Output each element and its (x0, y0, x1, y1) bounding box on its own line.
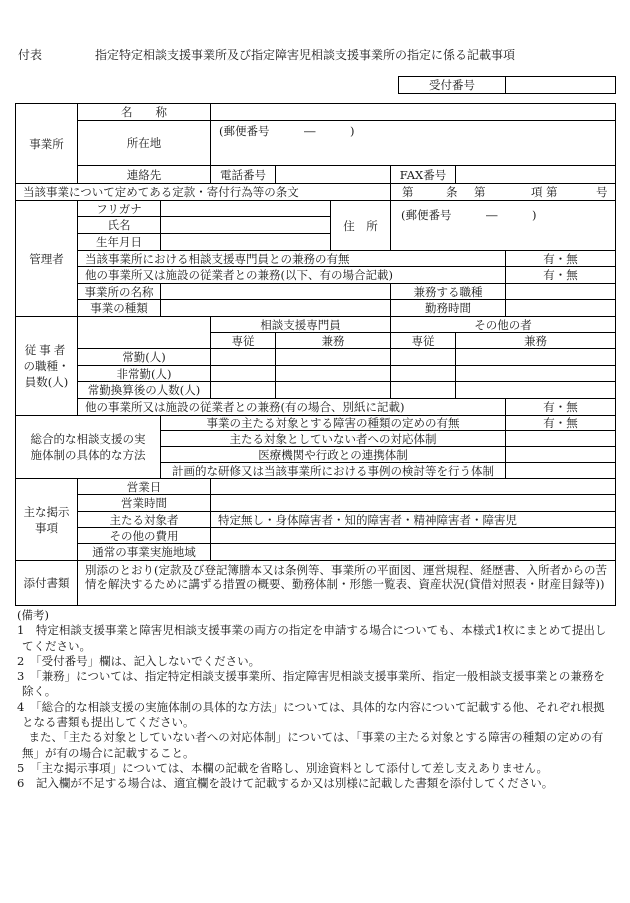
office-address-label: 所在地 (78, 121, 211, 166)
receipt-number-label: 受付番号 (399, 77, 506, 94)
manager-address-label: 住 所 (331, 201, 391, 251)
staff-concurrent-value: 有・無 (506, 399, 616, 416)
staff-cell (456, 349, 616, 366)
article-number-prefix: 第 (402, 185, 414, 199)
concurrent-other-label: 他の事業所又は施設の従業者との兼務(以下、有の場合記載) (78, 267, 506, 284)
business-type-label: 事業の種類 (78, 300, 161, 317)
staff-cell (276, 366, 391, 382)
target-persons-label: 主たる対象者 (78, 512, 211, 528)
staff-section-line: 従事者 (24, 343, 69, 357)
articles-field (391, 184, 616, 201)
manager-section-label: 管理者 (16, 201, 78, 317)
office-contact-label: 連絡先 (78, 166, 211, 184)
fax-label: FAX番号 (391, 166, 456, 184)
staff-row-parttime-label: 非常勤(人) (78, 366, 211, 382)
concurrent-consultant-label: 当該事業所における相談支援専門員との兼務の有無 (78, 251, 506, 267)
form-label: 付表 (18, 48, 43, 62)
fax-field (456, 166, 616, 184)
other-fees-label: その他の費用 (78, 528, 211, 544)
staff-concurrent-label: 他の事業所又は施設の従業者との兼務(有の場合、別紙に記載) (78, 399, 506, 416)
business-days-label: 営業日 (78, 479, 211, 495)
item-number-prefix: 第 (546, 185, 558, 199)
note-item: 5 「主な掲示事項」については、本欄の記載を省略し、別途資料として添付して差し支えありません。 (17, 760, 549, 775)
manager-name-label: 氏名 (78, 217, 161, 234)
staff-cell (211, 382, 276, 399)
support-system-section-line: 施体制の具体的な方法 (30, 448, 146, 462)
postings-section-line: 主な掲示 (23, 504, 70, 519)
concurrent-job-label: 兼務する職種 (391, 284, 506, 300)
other-fees-field (211, 528, 616, 544)
phone-field (276, 166, 391, 184)
service-area-field (211, 544, 616, 561)
phone-label: 電話番号 (211, 166, 276, 184)
staff-section-line: の職種・ (23, 359, 70, 373)
support-item-field (506, 431, 616, 447)
staff-section-label (16, 317, 78, 416)
paragraph-unit: 項 (531, 185, 543, 199)
article-unit: 条 (446, 185, 458, 199)
staff-row-fulltime-label: 常勤(人) (78, 349, 211, 366)
support-system-section-label (16, 416, 161, 479)
support-item-disability-types-value: 有・無 (506, 416, 616, 431)
other-office-name-field (161, 284, 391, 300)
work-hours-label: 勤務時間 (391, 300, 506, 317)
office-name-label: 名 称 (78, 104, 211, 121)
document-header (0, 47, 630, 63)
support-item-field (506, 447, 616, 463)
concurrent-consultant-value: 有・無 (506, 251, 616, 267)
item-unit: 号 (596, 185, 608, 199)
service-area-label: 通常の事業実施地域 (78, 544, 211, 561)
staff-cell (456, 366, 616, 382)
staff-section-line: 員数(人) (24, 375, 69, 389)
staff-cell (276, 349, 391, 366)
support-system-section-line: 総合的な相談支援の実 (30, 432, 146, 446)
staff-cell (211, 349, 276, 366)
business-days-field (211, 479, 616, 495)
other-concurrent-header: 兼務 (456, 333, 616, 349)
receipt-number-field (506, 77, 616, 94)
note-item: 3 「兼務」については、指定特定相談支援事業所、指定障害児相談支援事業所、指定一般相談支援事業との兼務を除く。 (17, 669, 605, 699)
note-item-continuation: また、「主たる対象としていない者への対応体制」については、「事業の主たる対象とする障害の種類の定めの有無」が有の場合に記載すること。 (17, 730, 604, 760)
office-section-label: 事業所 (16, 104, 78, 184)
manager-address-field (391, 201, 616, 251)
postings-section-label (16, 479, 78, 561)
concurrent-job-field (506, 284, 616, 300)
support-item-disability-types: 事業の主たる対象とする障害の種類の定めの有無 (161, 416, 506, 431)
note-item: 6 記入欄が不足する場合は、適宜欄を設けて記載するか又は別様に記載した書類を添付してください。 (17, 776, 554, 791)
paragraph-number-prefix: 第 (474, 185, 486, 199)
office-name-field (211, 104, 616, 121)
note-item: 1 特定相談支援事業と障害児相談支援事業の両方の指定を申請する場合についても、本様式1枚にまとめて提出してください。 (17, 623, 607, 653)
other-group-header: その他の者 (391, 317, 616, 333)
note-item: 2 「受付番号」欄は、記入しないでください。 (17, 653, 261, 668)
office-address-field (211, 121, 616, 166)
notes-heading: (備考) (17, 608, 49, 622)
work-hours-field (506, 300, 616, 317)
receipt-number-box (398, 76, 616, 94)
attachments-label: 添付書類 (16, 561, 78, 606)
target-persons-value: 特定無し・身体障害者・知的障害者・精神障害者・障害児 (211, 512, 616, 528)
concurrent-other-value: 有・無 (506, 267, 616, 284)
staff-row-fte-label: 常勤換算後の人数(人) (78, 382, 211, 399)
document-title: 指定特定相談支援事業所及び指定障害児相談支援事業所の指定に係る記載事項 (95, 48, 516, 62)
consultant-fulltime-header: 専従 (211, 333, 276, 349)
staff-cell (391, 366, 456, 382)
consultant-concurrent-header: 兼務 (276, 333, 391, 349)
furigana-field (161, 201, 331, 217)
attachments-value: 別添のとおり(定款及び登記簿謄本又は条例等、事業所の平面図、運営規程、経歴書、入所者からの苦情を解決するために講ずる措置の概要、勤務体制・形態一覧表、資産状況(貸借対照表・財産目録等)) (78, 561, 616, 606)
other-office-name-label: 事業所の名称 (78, 284, 161, 300)
staff-cell (276, 382, 391, 399)
birthdate-label: 生年月日 (78, 234, 161, 251)
business-hours-field (211, 495, 616, 512)
manager-postal-code: (郵便番号 ― ) (401, 208, 537, 222)
notes-section (17, 608, 615, 792)
business-type-field (161, 300, 391, 317)
staff-cell (211, 366, 276, 382)
staff-cell (456, 382, 616, 399)
support-item-medical-coordination: 医療機関や行政との連携体制 (161, 447, 506, 463)
office-postal-code: (郵便番号 ― ) (219, 124, 355, 138)
note-item: 4 「総合的な相談支援の実施体制の具体的な方法」については、具体的な内容について記載する他、それぞれ根拠となる書類も提出してください。 (17, 699, 605, 730)
postings-section-line: 事項 (35, 520, 58, 535)
other-fulltime-header: 専従 (391, 333, 456, 349)
staff-cell (391, 382, 456, 399)
support-item-training: 計画的な研修又は当該事業所における事例の検討等を行う体制 (161, 463, 506, 479)
support-item-field (506, 463, 616, 479)
consultant-group-header: 相談支援専門員 (211, 317, 391, 333)
manager-name-field (161, 217, 331, 234)
application-form-table (15, 103, 616, 606)
staff-header-blank (78, 317, 211, 349)
support-item-non-target-response: 主たる対象としていない者への対応体制 (161, 431, 506, 447)
staff-cell (391, 349, 456, 366)
articles-label: 当該事業について定めてある定款・寄付行為等の条文 (16, 184, 391, 201)
furigana-label: フリガナ (78, 201, 161, 217)
business-hours-label: 営業時間 (78, 495, 211, 512)
birthdate-field (161, 234, 331, 251)
